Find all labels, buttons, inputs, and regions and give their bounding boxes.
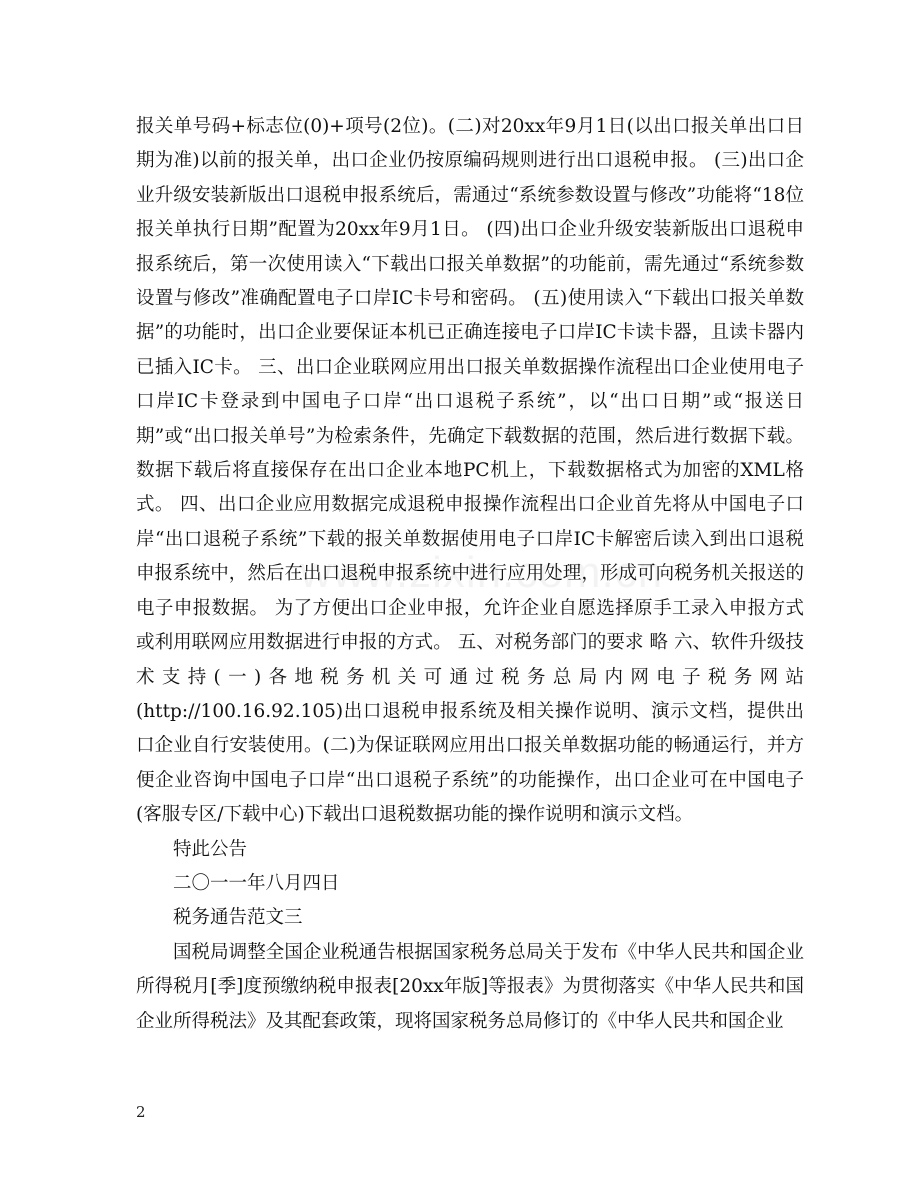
paragraph-notice: 国税局调整全国企业税通告根据国家税务总局关于发布《中华人民共和国企业所得税月[季]度预缴纳税申报表[20xx年版]等报表》为贯彻落实《中华人民共和国企业所得税法》及其配套政策，现将国家税务总局修订的《中华人民共和国企业 xyxy=(136,941,804,1032)
section-heading: 税务通告范文三 xyxy=(173,907,303,929)
paragraph-closing: 特此公告 xyxy=(173,838,248,860)
paragraph-date: 二〇一一年八月四日 xyxy=(173,872,340,894)
paragraph-main: 报关单号码+标志位(0)+项号(2位)。(二)对20xx年9月1日(以出口报关单出口日期为准)以前的报关单，出口企业仍按原编码规则进行出口退税申报。 (三)出口企业升级安装新版出口退税申报系统后，需通过“系统参数设置与修改”功能将“18位报关单执行日期”配置为20xx年9月1日。 (四)出口企业升级安装新版出口退税申报系统后，第一次使用读入“下载出口报关单数据”的功能前，需先通过“系统参数设置与修改”准确配置电子口岸IC卡号和密码。 (五)使用读入“下载出口报关单数据”的功能时，出口企业要保证本机已正确连接电子口岸IC卡读卡器，且读卡器内已插入IC卡。 三、出口企业联网应用出口报关单数据操作流程出口企业使用电子口岸IC卡登录到中国电子口岸“出口退税子系统”，以“出口日期”或“报送日期”或“出口报关单号”为检索条件，先确定下载数据的范围，然后进行数据下载。数据下载后将直接保存在出口企业本地PC机上，下载数据格式为加密的XML格式。 四、出口企业应用数据完成退税申报操作流程出口企业首先将从中国电子口岸“出口退税子系统”下载的报关单数据使用电子口岸IC卡解密后读入到出口退税申报系统中，然后在出口退税申报系统中进行应用处理，形成可向税务机关报送的电子申报数据。 为了方便出口企业申报，允许企业自愿选择原手工录入申报方式或利用联网应用数据进行申报的方式。 五、对税务部门的要求 略 六、软件升级技术支持(一)各地税务机关可通过税务总局内网电子税务网站(http://100.16.92.105)出口退税申报系统及相关操作说明、演示文档，提供出口企业自行安装使用。(二)为保证联网应用出口报关单数据功能的畅通运行，并方便企业咨询中国电子口岸“出口退税子系统”的功能操作，出口企业可在中国电子(客服专区/下载中心)下载出口退税数据功能的操作说明和演示文档。 xyxy=(136,116,804,826)
page-number: 2 xyxy=(136,1103,146,1121)
document-body xyxy=(136,110,804,1039)
